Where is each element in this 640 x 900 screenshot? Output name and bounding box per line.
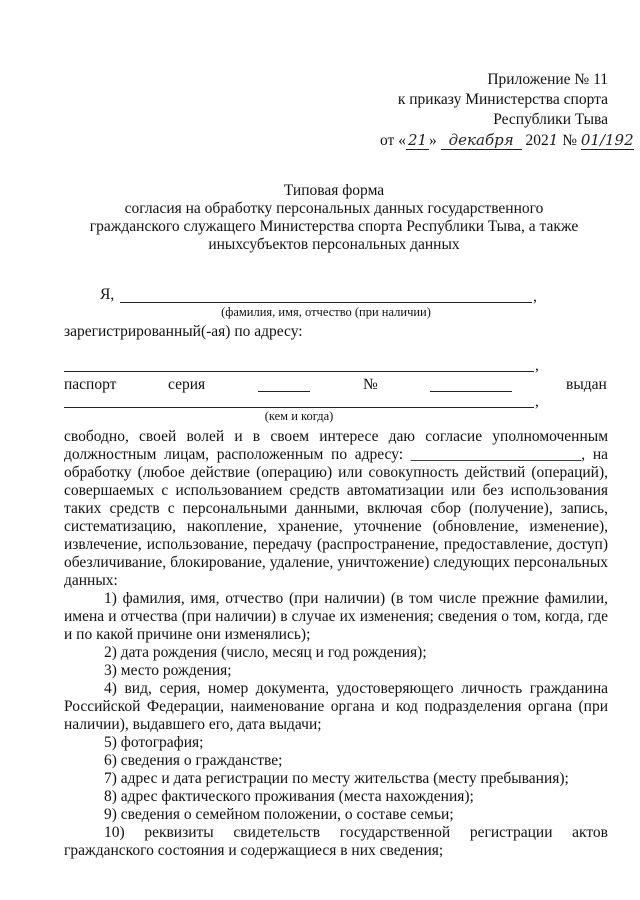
title-line-2: согласия на обработку персональных данных государственного	[124, 200, 544, 217]
data-item-2: 2) дата рождения (число, месяц и год рождения);	[104, 644, 427, 661]
order-date-line: от « 21 » декабря 2021 № 01/192	[380, 131, 634, 149]
issued-caption: (кем и когда)	[264, 409, 334, 423]
address-field[interactable]	[64, 371, 534, 372]
order-month: декабря	[441, 131, 522, 150]
data-item-7: 7) адрес и дата регистрации по месту жительства (месту пребывания);	[104, 770, 569, 787]
appendix-header	[380, 70, 634, 151]
i-label: Я,	[100, 286, 115, 303]
registered-label: зарегистрированный(-ая) по адресу:	[64, 323, 303, 340]
issued-comma: ,	[535, 393, 539, 410]
title-line-4: иныхсубъектов персональных данных	[208, 236, 460, 253]
passport-label: паспорт	[64, 376, 117, 393]
data-item-5: 5) фотография;	[104, 734, 204, 751]
form-title	[60, 182, 608, 254]
title-line-1: Типовая форма	[283, 182, 385, 199]
order-year-digit: 1	[548, 131, 559, 149]
order-reference: к приказу Министерства спорта	[397, 91, 608, 108]
number-label: №	[363, 376, 378, 393]
issued-label: выдан	[566, 376, 607, 393]
order-day: 21	[407, 131, 428, 149]
data-item-1: 1) фамилия, имя, отчество (при наличии) (в том числе прежние фамилии, имена и отчества (при наличии) в случае их изменения; сведения о том, когда, где и по какой причине они изменялись);	[64, 590, 608, 643]
republic-name: Республики Тыва	[493, 111, 608, 128]
address-comma: ,	[535, 357, 539, 374]
title-line-3: гражданского служащего Министерства спорта Республики Тыва, а также	[89, 218, 579, 235]
consent-body	[64, 428, 608, 860]
data-item-9: 9) сведения о семейном положении, о составе семьи;	[104, 806, 454, 823]
data-item-3: 3) место рождения;	[104, 662, 232, 679]
series-field[interactable]	[258, 391, 310, 392]
data-item-4: 4) вид, серия, номер документа, удостоверяющего личность гражданина Российской Федерации, наименование органа и код подразделения органа (при наличии), выдавшего его, дата выдачи;	[64, 680, 608, 733]
data-item-6: 6) сведения о гражданстве;	[104, 752, 283, 769]
fio-caption: (фамилия, имя, отчество (при наличии)	[221, 305, 431, 319]
order-number: 01/192	[580, 131, 634, 149]
consent-intro: свободно, своей волей и в своем интересе даю согласие уполномоченным должностным лицам, расположенным по адресу: ______________________, на обработку (любое действие (операцию) или совокупность действий (операций), совершаемых с использованием средств автоматизации или без использования таких средств с персональными данными, включая сбор (получение), запись, систематизацию, накопление, хранение, уточнение (обновление, изменение), извлечение, использование, передачу (распространение, предоставление, доступ) обезличивание, блокирование, удаление, уничтожение) следующих персональных данных:	[64, 428, 608, 589]
issued-by-field[interactable]	[64, 407, 534, 408]
series-label: серия	[168, 376, 206, 393]
appendix-number: Приложение № 11	[487, 71, 608, 88]
fio-field[interactable]	[120, 302, 532, 303]
data-item-10: 10) реквизиты свидетельств государственной регистрации актов гражданского состояния и содержащиеся в них сведения;	[64, 824, 608, 859]
number-field[interactable]	[430, 391, 512, 392]
data-item-8: 8) адрес фактического проживания (места нахождения);	[104, 788, 474, 805]
fio-comma: ,	[533, 288, 537, 305]
